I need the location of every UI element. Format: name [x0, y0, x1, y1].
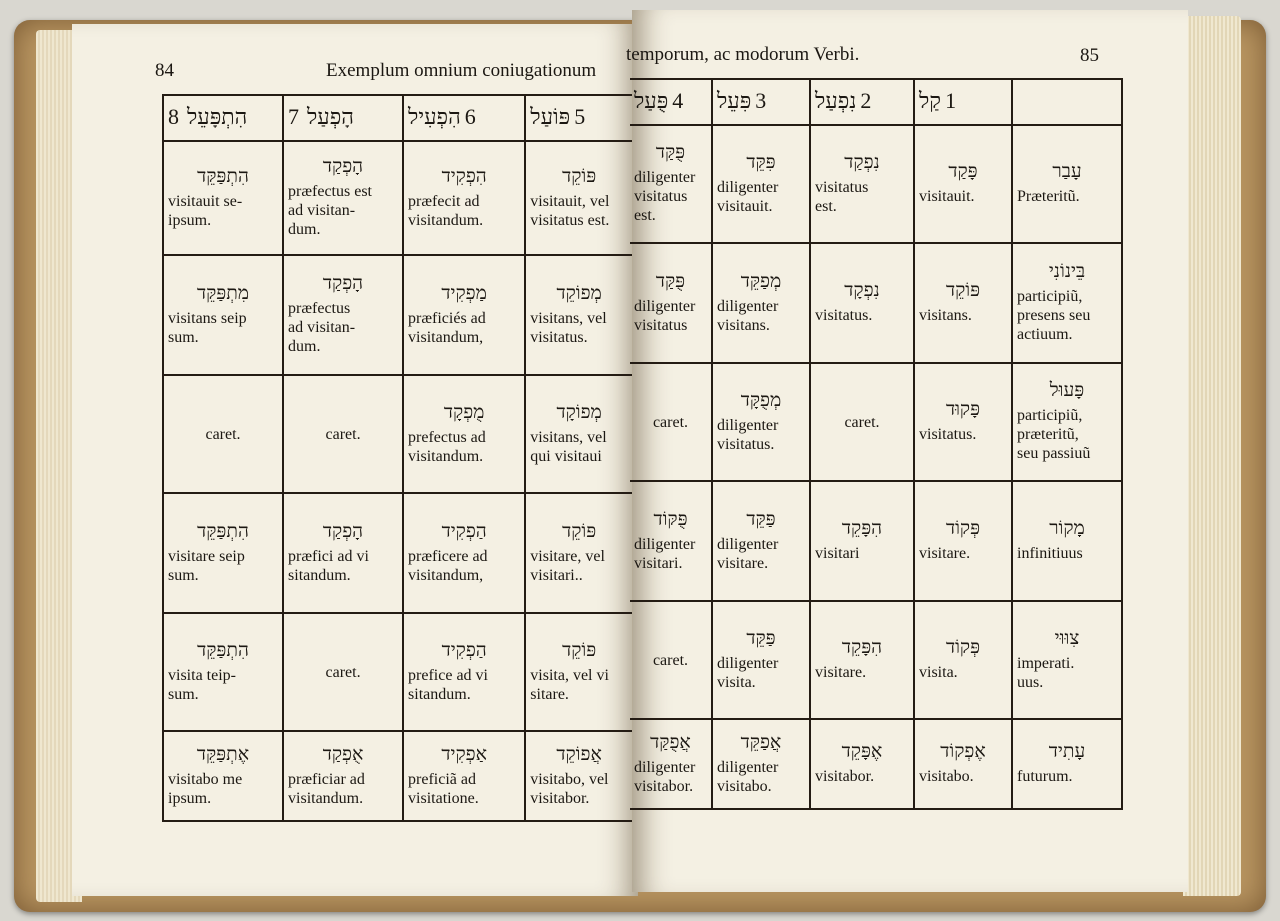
table-cell: הִתְפַּקֵּד visita teip- sum.: [163, 613, 283, 731]
table-cell: פֻּקַּד diligenter visitatus est.: [630, 125, 712, 243]
table-cell: הַפְקִיד præficere ad visitandum,: [403, 493, 525, 613]
table-cell: פִּקֵּד diligenter visitauit.: [712, 125, 810, 243]
table-cell: caret.: [810, 363, 914, 481]
column-header: 8 הִתְפָּעֵל: [163, 95, 283, 141]
table-cell: מִתְפַּקֵּד visitans seip sum.: [163, 255, 283, 375]
table-cell: מְפוֹקָד visitans, vel qui visitaui: [525, 375, 632, 493]
column-header: נִפְעַל 2: [810, 79, 914, 125]
table-cell: אֶתְפַּקֵּד visitabo me ipsum.: [163, 731, 283, 821]
column-header: [1012, 79, 1122, 125]
table-cell: caret.: [283, 613, 403, 731]
column-header: הִפְעִיל 6: [403, 95, 525, 141]
table-cell: פָּעוּל participiũ, præteritũ, seu passiuũ: [1012, 363, 1122, 481]
table-cell: פַּקֵּד diligenter visitare.: [712, 481, 810, 601]
table-cell: פּוֹקֵד visita, vel vi sitare.: [525, 613, 632, 731]
table-cell: מָקוֹר infinitiuus: [1012, 481, 1122, 601]
table-cell: פֻּקַּד diligenter visitatus: [630, 243, 712, 363]
table-cell: אֻפְקַד præficiar ad visitandum.: [283, 731, 403, 821]
table-cell: הָפְקַד præfici ad vi sitandum.: [283, 493, 403, 613]
table-cell: מַפְקִיד præficiés ad visitandum,: [403, 255, 525, 375]
table-cell: הָפְקַד præfectus ad visitan- dum.: [283, 255, 403, 375]
conjugation-table-left: [162, 94, 632, 822]
conjugation-table-right: [630, 78, 1123, 810]
table-cell: פֻּקּוֹד diligenter visitari.: [630, 481, 712, 601]
page-number-left: 84: [155, 60, 174, 81]
table-cell: הִתְפַּקֵּד visitare seip sum.: [163, 493, 283, 613]
table-cell: אֲפַקֵּד diligenter visitabo.: [712, 719, 810, 809]
table-cell: מֻפְקָד prefectus ad visitandum.: [403, 375, 525, 493]
table-cell: פְּקוֹד visitare.: [914, 481, 1012, 601]
column-header: 7 הָפְעַל: [283, 95, 403, 141]
column-header: קַל 1: [914, 79, 1012, 125]
column-header: פֻּעַל 4: [630, 79, 712, 125]
table-cell: פָּקוּד visitatus.: [914, 363, 1012, 481]
page-edges-right: [1183, 16, 1241, 896]
table-cell: פּוֹקֵד visitauit, vel visitatus est.: [525, 141, 632, 255]
column-header: פִּעֵל 3: [712, 79, 810, 125]
table-cell: אֶפָּקֵד visitabor.: [810, 719, 914, 809]
page-number-right: 85: [1080, 45, 1099, 66]
table-cell: הַפְקִיד prefice ad vi sitandum.: [403, 613, 525, 731]
table-cell: אֶפְקוֹד visitabo.: [914, 719, 1012, 809]
table-cell: צִוּוּי imperati. uus.: [1012, 601, 1122, 719]
table-cell: פָּקַד visitauit.: [914, 125, 1012, 243]
table-cell: אֲפֻקַּד diligenter visitabor.: [630, 719, 712, 809]
table-cell: caret.: [283, 375, 403, 493]
table-cell: הִפָּקֵד visitare.: [810, 601, 914, 719]
table-cell: פַּקֵּד diligenter visita.: [712, 601, 810, 719]
table-cell: caret.: [630, 601, 712, 719]
table-cell: פְּקוֹד visita.: [914, 601, 1012, 719]
running-head-right: temporum, ac modorum Verbi.: [626, 44, 860, 65]
table-cell: caret.: [630, 363, 712, 481]
table-cell: פּוֹקֵד visitans.: [914, 243, 1012, 363]
column-header: פּוֹעַל 5: [525, 95, 632, 141]
table-cell: מְפוֹקֵד visitans, vel visitatus.: [525, 255, 632, 375]
table-cell: הִפָּקֵד visitari: [810, 481, 914, 601]
table-cell: אַפְקִיד preficiã ad visitatione.: [403, 731, 525, 821]
table-cell: אֲפוֹקֵד visitabo, vel visitabor.: [525, 731, 632, 821]
running-head-left: Exemplum omnium coniugationum: [326, 60, 597, 81]
table-cell: עָבַר Præteritũ.: [1012, 125, 1122, 243]
table-cell: מְפַקֵּד diligenter visitans.: [712, 243, 810, 363]
table-cell: נִפְקַד visitatus est.: [810, 125, 914, 243]
table-cell: עָתִיד futurum.: [1012, 719, 1122, 809]
table-cell: נִפְקָד visitatus.: [810, 243, 914, 363]
table-cell: בֵּינוֹנִי participiũ, presens seu actiuum.: [1012, 243, 1122, 363]
table-cell: הִתְפַּקֵּד visitauit se- ipsum.: [163, 141, 283, 255]
table-cell: פּוֹקֵד visitare, vel visitari..: [525, 493, 632, 613]
table-cell: הִפְקִיד præfecit ad visitandum.: [403, 141, 525, 255]
table-cell: מְפֻקָּד diligenter visitatus.: [712, 363, 810, 481]
table-cell: caret.: [163, 375, 283, 493]
table-cell: הָפְקַד præfectus est ad visitan- dum.: [283, 141, 403, 255]
